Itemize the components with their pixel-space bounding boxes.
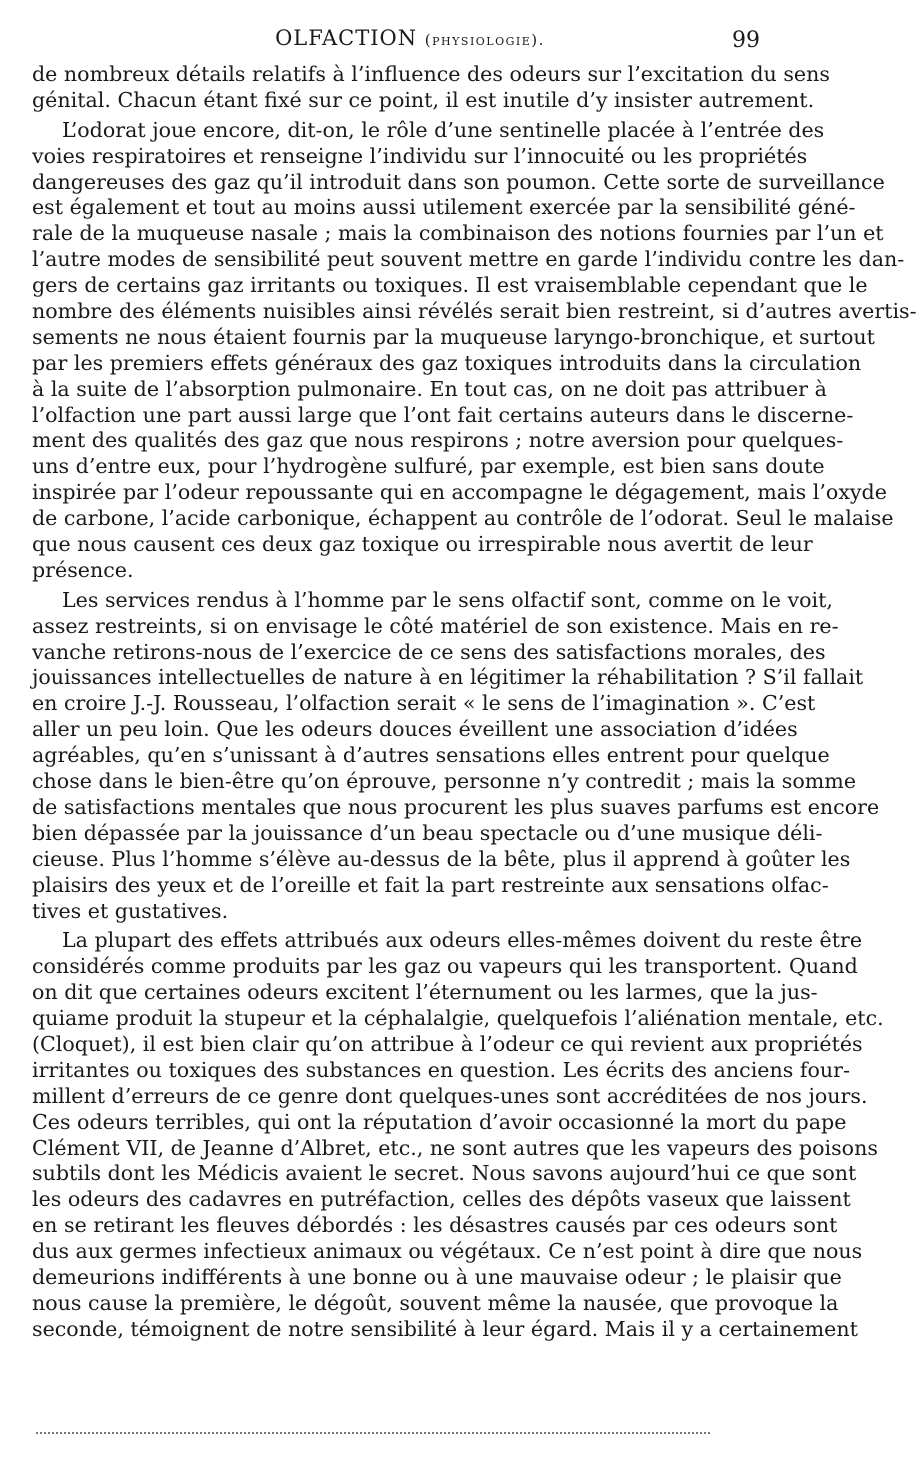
text-line: demeurions indifférents à une bonne ou à une mauvaise odeur ; le plaisir que: [32, 1264, 842, 1289]
running-head-subtitle: (physiologie).: [424, 31, 545, 49]
text-line: (Cloquet), il est bien clair qu’on attribue à l’odeur ce qui revient aux propriétés: [32, 1031, 863, 1056]
text-line: Ces odeurs terribles, qui ont la réputation d’avoir occasionné la mort du pape: [32, 1109, 847, 1134]
text-line: subtils dont les Médicis avaient le secret. Nous savons aujourd’hui ce que sont: [32, 1161, 857, 1186]
text-line: tives et gustatives.: [32, 898, 229, 923]
text-line: de carbone, l’acide carbonique, échappent au contrôle de l’odorat. Seul le malaise: [32, 506, 894, 531]
text-line: plaisirs des yeux et de l’oreille et fait la part restreinte aux sensations olfac-: [32, 872, 829, 897]
text-line: présence.: [32, 557, 134, 582]
text-line: L’odorat joue encore, dit-on, le rôle d’une sentinelle placée à l’entrée des: [62, 117, 825, 142]
text-line: Clément VII, de Jeanne d’Albret, etc., ne sont autres que les vapeurs des poisons: [32, 1135, 878, 1160]
text-line: rale de la muqueuse nasale ; mais la combinaison des notions fournies par l’un et: [32, 221, 884, 246]
text-line: La plupart des effets attribués aux odeurs elles-mêmes doivent du reste être: [62, 928, 863, 953]
text-line: par les premiers effets généraux des gaz toxiques introduits dans la circulation: [32, 350, 862, 375]
text-line: les odeurs des cadavres en putréfaction, celles des dépôts vaseux que laissent: [32, 1187, 851, 1212]
body-text: [32, 62, 917, 1347]
text-line: l’olfaction une part aussi large que l’ont fait certains auteurs dans le discerne-: [32, 402, 854, 427]
text-line: génital. Chacun étant fixé sur ce point, il est inutile d’y insister autrement.: [32, 87, 815, 112]
text-line: quiame produit la stupeur et la céphalalgie, quelquefois l’aliénation mentale, etc.: [32, 1006, 884, 1031]
text-line: millent d’erreurs de ce genre dont quelques-unes sont accréditées de nos jours.: [32, 1083, 868, 1108]
text-line: chose dans le bien-être qu’on éprouve, personne n’y contredit ; mais la somme: [32, 769, 857, 794]
paragraph: [32, 928, 884, 1342]
text-line: agréables, qu’en s’unissant à d’autres sensations elles entrent pour quelque: [32, 743, 830, 768]
paragraph: [32, 587, 880, 925]
text-line: dus aux germes infectieux animaux ou végétaux. Ce n’est point à dire que nous: [32, 1239, 863, 1264]
text-line: en croire J.-J. Rousseau, l’olfaction serait « le sens de l’imagination ». C’est: [32, 691, 816, 716]
text-line: de nombreux détails relatifs à l’influence des odeurs sur l’excitation du sens: [32, 62, 830, 86]
running-head-title: OLFACTION: [275, 26, 418, 50]
text-line: jouissances intellectuelles de nature à en légitimer la réhabilitation ? S’il fallait: [32, 665, 864, 690]
running-head: [30, 26, 760, 50]
text-line: uns d’entre eux, pour l’hydrogène sulfuré, par exemple, est bien sans doute: [32, 454, 825, 479]
text-line: bien dépassée par la jouissance d’un beau spectacle ou d’une musique déli-: [32, 820, 823, 845]
text-line: cieuse. Plus l’homme s’élève au-dessus de la bête, plus il apprend à goûter les: [32, 846, 851, 871]
text-line: gers de certains gaz irritants ou toxiques. Il est vraisemblable cependant que le: [32, 273, 868, 298]
paragraph: [32, 62, 830, 114]
text-line: ment des qualités des gaz que nous respirons ; notre aversion pour quelques-: [32, 428, 844, 453]
text-line: vanche retirons-nous de l’exercice de ce sens des satisfactions morales, des: [32, 639, 826, 664]
text-line: à la suite de l’absorption pulmonaire. En tout cas, on ne doit pas attribuer à: [32, 376, 827, 401]
text-line: voies respiratoires et renseigne l’individu sur l’innocuité ou les propriétés: [32, 143, 808, 168]
footer-rule: [36, 1432, 710, 1434]
text-line: que nous causent ces deux gaz toxique ou irrespirable nous avertit de leur: [32, 532, 813, 557]
text-line: aller un peu loin. Que les odeurs douces éveillent une association d’idées: [32, 717, 798, 742]
text-line: considérés comme produits par les gaz ou vapeurs qui les transportent. Quand: [32, 954, 858, 979]
text-line: seconde, témoignent de notre sensibilité à leur égard. Mais il y a certainement: [32, 1316, 858, 1341]
page-number: 99: [732, 28, 760, 53]
text-line: est également et tout au moins aussi utilement exercée par la sensibilité géné-: [32, 195, 856, 220]
text-line: sements ne nous étaient fournis par la muqueuse laryngo-bronchique, et surtout: [32, 324, 875, 349]
text-line: nombre des éléments nuisibles ainsi révélés serait bien restreint, si d’autres avertis-: [32, 299, 917, 324]
text-line: assez restreints, si on envisage le côté matériel de son existence. Mais en re-: [32, 613, 839, 638]
text-line: on dit que certaines odeurs excitent l’éternument ou les larmes, que la jus-: [32, 980, 818, 1005]
paragraph: [32, 117, 917, 584]
page-header: [30, 26, 760, 62]
text-line: irritantes ou toxiques des substances en question. Les écrits des anciens four-: [32, 1057, 850, 1082]
text-line: dangereuses des gaz qu’il introduit dans son poumon. Cette sorte de surveillance: [32, 169, 885, 194]
text-line: de satisfactions mentales que nous procurent les plus suaves parfums est encore: [32, 794, 880, 819]
text-line: nous cause la première, le dégoût, souvent même la nausée, que provoque la: [32, 1290, 839, 1315]
text-line: l’autre modes de sensibilité peut souvent mettre en garde l’individu contre les dan-: [32, 247, 905, 272]
text-line: Les services rendus à l’homme par le sens olfactif sont, comme on le voit,: [62, 587, 833, 612]
text-line: en se retirant les fleuves débordés : les désastres causés par ces odeurs sont: [32, 1213, 838, 1238]
text-line: inspirée par l’odeur repoussante qui en accompagne le dégagement, mais l’oxyde: [32, 480, 887, 505]
